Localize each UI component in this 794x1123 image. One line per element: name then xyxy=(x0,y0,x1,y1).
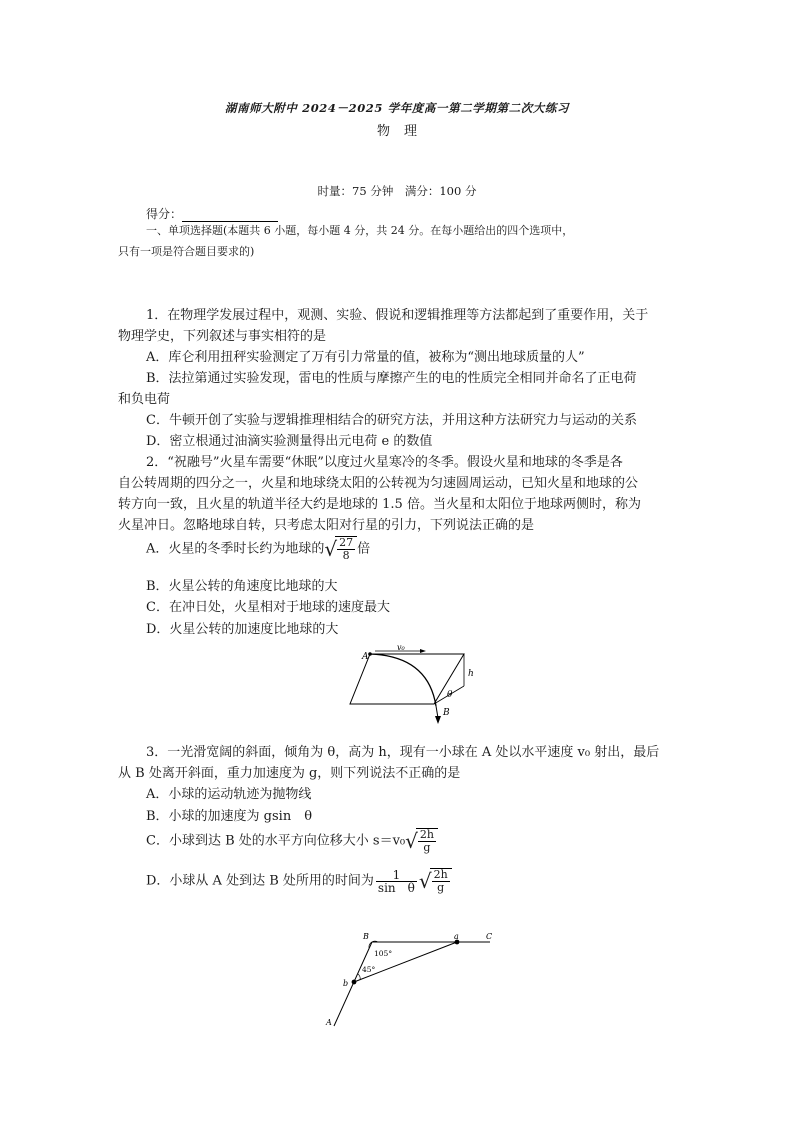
label-b-upper: B xyxy=(363,932,369,941)
q2-option-b: B．火星公转的角速度比地球的大 xyxy=(146,579,338,594)
subject-title: 物理 xyxy=(376,124,431,139)
q1-stem-2: 物理学史，下列叙述与事实相符的是 xyxy=(118,329,327,344)
q3-c-text: C．小球到达 B 处的水平方向位移大小 s＝v₀ xyxy=(146,833,406,849)
point-b-dot xyxy=(352,980,357,985)
label-a-lower: a xyxy=(454,932,459,941)
q2-stem-2: 自公转周期的四分之一，火星和地球绕太阳的公转视为匀速圆周运动，已知火星和地球的公 xyxy=(118,476,639,491)
label-v0: v₀ xyxy=(397,643,405,652)
q3-c-denominator: g xyxy=(423,841,431,854)
q3-d-text: D．小球从 A 处到达 B 处所用的时间为 xyxy=(146,873,374,889)
label-b-lower: b xyxy=(343,979,349,988)
q2-option-d: D．火星公转的加速度比地球的大 xyxy=(146,622,339,637)
label-theta: θ xyxy=(447,690,453,700)
q2-a-suffix: 倍 xyxy=(357,541,371,557)
q1-option-c: C．牛顿开创了实验与逻辑推理相结合的研究方法，并用这种方法研究力与运动的关系 xyxy=(146,413,637,428)
q2-stem-1: 2．“祝融号”火星车需要“休眠”以度过火星寒冷的冬季。假设火星和地球的冬季是各 xyxy=(146,455,623,470)
sqrt-symbol: √ $\frac{27}{8}$ xyxy=(324,536,357,562)
q3-stem-2: 从 B 处离开斜面，重力加速度为 g，则下列说法不正确的是 xyxy=(118,766,461,781)
q3-stem-1: 3．一光滑宽阔的斜面，倾角为 θ，高为 h，现有一小球在 A 处以水平速度 v₀ 射出，最后 xyxy=(146,745,660,760)
q3-option-b: B．小球的加速度为 gsin θ xyxy=(146,809,313,824)
q1-option-a: A．库仑利用扭秤实验测定了万有引力常量的值，被称为“测出地球质量的人” xyxy=(146,350,585,365)
time-info: 时量：75 分钟 满分：100 分 xyxy=(317,184,477,198)
q2-stem-4: 火星冲日。忽略地球自转，只考虑太阳对行星的引力，下列说法正确的是 xyxy=(118,518,535,533)
trajectory-curve xyxy=(370,654,436,706)
q3-option-d xyxy=(146,868,452,894)
q3-option-a: A．小球的运动轨迹为抛物线 xyxy=(146,787,312,802)
label-45: 45° xyxy=(362,965,376,974)
label-a-upper: A xyxy=(326,1018,332,1027)
sqrt-symbol: √ $\frac{2h}{g}$ xyxy=(405,828,438,854)
section-line-1: 一、单项选择题(本题共 6 小题，每小题 4 分，共 24 分。在每小题给出的四个选项中， xyxy=(146,224,574,237)
q3-option-c xyxy=(146,828,438,854)
exam-title: 湖南师大附中 2024－2025 学年度高一第二学期第二次大练习 xyxy=(224,101,570,115)
q1-stem-1: 1．在物理学发展过程中，观测、实验、假说和逻辑推理等方法都起到了重要作用，关于 xyxy=(146,308,649,323)
ray-figure xyxy=(320,928,510,1028)
section-line-2: 只有一项是符合题目要求的) xyxy=(118,245,255,258)
q2-stem-3: 转方向一致，且火星的轨道半径大约是地球的 1.5 倍。当火星和太阳位于地球两侧时，称为 xyxy=(118,497,641,512)
score-label: 得分： xyxy=(146,207,183,221)
q2-option-c: C．在冲日处，火星相对于地球的速度最大 xyxy=(146,600,390,615)
q1-option-b-cont: 和负电荷 xyxy=(118,392,171,407)
v0-arrow-head xyxy=(420,649,426,653)
q3-c-numerator: 2h xyxy=(419,828,434,841)
q3-d-frac-numerator: 1 xyxy=(376,869,417,882)
q2-option-a xyxy=(146,536,370,562)
exit-arrow-head xyxy=(435,716,441,724)
q1-option-b: B．法拉第通过实验发现，雷电的性质与摩擦产生的电的性质完全相同并命名了正电荷 xyxy=(146,371,637,386)
section-instructions xyxy=(118,220,678,262)
q3-d-frac-denominator: sin θ xyxy=(377,880,415,895)
label-a: A xyxy=(362,652,369,662)
q2-a-denominator: 8 xyxy=(342,549,350,562)
q3-d-numerator: 2h xyxy=(433,868,448,881)
sqrt-symbol: √ $\frac{2h}{g}$ xyxy=(419,868,452,894)
q3-d-denominator: g xyxy=(437,881,445,894)
label-105: 105° xyxy=(374,949,393,958)
angle-45-arc xyxy=(358,974,360,980)
incline-figure xyxy=(340,640,480,730)
label-h: h xyxy=(468,669,474,679)
point-a-dot xyxy=(368,652,372,656)
q2-a-numerator: 27 xyxy=(339,536,354,549)
label-c: C xyxy=(486,932,493,941)
q2-a-text: A．火星的冬季时长约为地球的 xyxy=(146,541,325,557)
label-b: B xyxy=(443,708,450,718)
q1-option-d: D．密立根通过油滴实验测量得出元电荷 e 的数值 xyxy=(146,434,433,449)
